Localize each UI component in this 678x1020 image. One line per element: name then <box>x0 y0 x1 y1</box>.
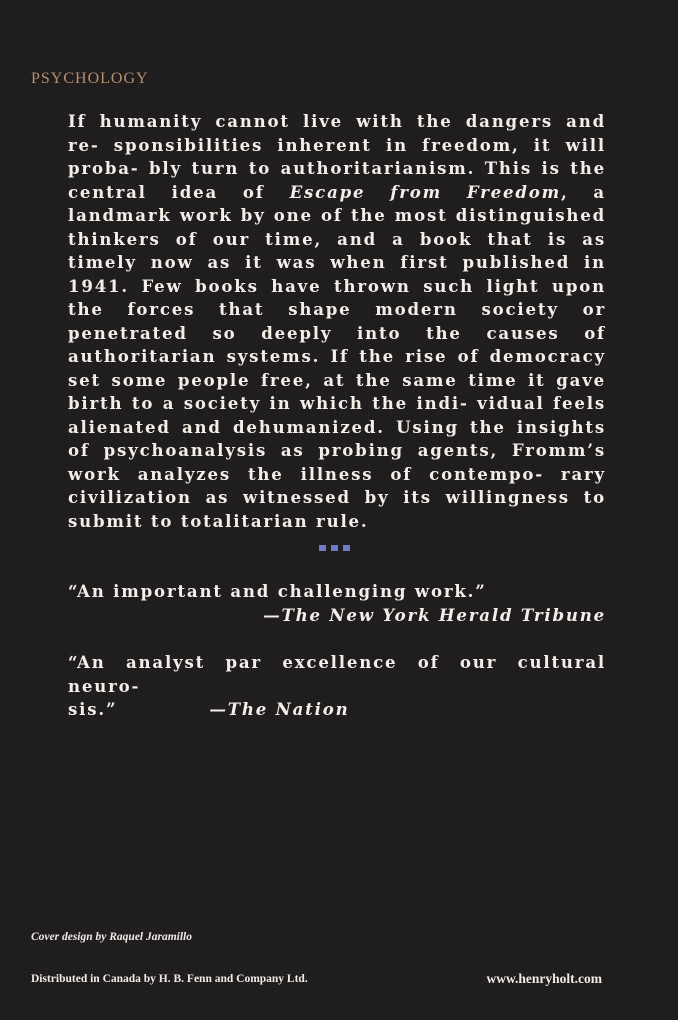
review-quote <box>68 651 606 722</box>
quote-text: “An important and challenging work.” <box>68 581 487 601</box>
separator-dot <box>343 545 350 551</box>
review-quote <box>68 580 606 627</box>
section-separator <box>319 545 350 551</box>
separator-dot <box>331 545 338 551</box>
quote-source: —The New York Herald Tribune <box>263 604 606 625</box>
distribution-note: Distributed in Canada by H. B. Fenn and Company Ltd. <box>31 973 308 985</box>
quote-text-end: sis.” <box>68 699 118 719</box>
quote-text: “An analyst par excellence of our cultural neuro- <box>68 652 606 696</box>
quote-text-continued <box>68 698 606 722</box>
book-title: Escape from Freedom <box>289 181 561 202</box>
blurb-text-start: If humanity cannot live with the dangers and re- sponsibilities inherent in freedom, it will proba- bly turn to authoritarianism. This is the central idea of <box>68 111 606 202</box>
quote-source: —The Nation <box>209 699 350 719</box>
cover-design-credit: Cover design by Raquel Jaramillo <box>31 931 192 943</box>
description-blurb <box>68 110 606 533</box>
publisher-website[interactable]: www.henryholt.com <box>486 971 602 986</box>
separator-dot <box>319 545 326 551</box>
blurb-text-end: , a landmark work by one of the most distinguished thinkers of our time, and a book that is as timely now as it was when first published in 1941. Few books have thrown such light upon the forces that shape modern society or penetrated so deeply into the causes of authoritarian systems. If the rise of democracy set some people free, at the same time it gave birth to a society in which the indi- vidual feels alienated and dehumanized. Using the insights of psychoanalysis as probing agents, Fromm’s work analyzes the illness of contempo- rary civilization as witnessed by its willingness to submit to totalitarian rule. <box>68 181 606 531</box>
category-label: PSYCHOLOGY <box>31 70 149 87</box>
